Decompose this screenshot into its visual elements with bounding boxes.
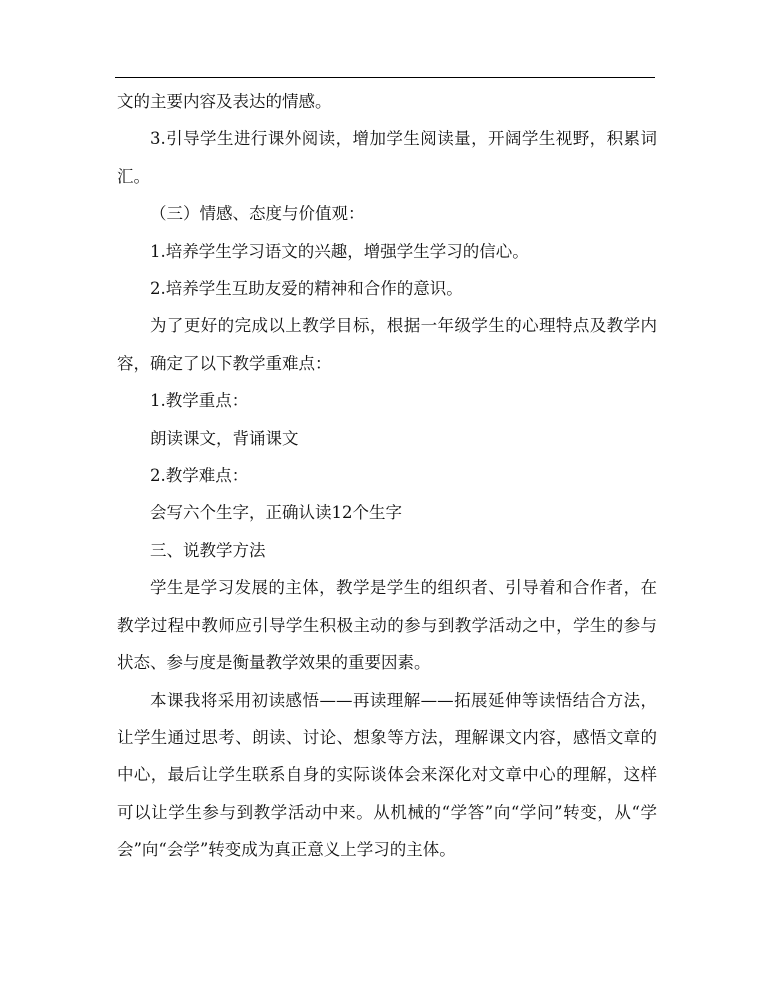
paragraph: 3.引导学生进行课外阅读，增加学生阅读量，开阔学生视野，积累词汇。 (117, 129, 657, 186)
paragraph: 2.教学难点： (150, 466, 249, 486)
paragraph: 为了更好的完成以上教学目标，根据一年级学生的心理特点及教学内容，确定了以下教学重难点： (117, 316, 657, 373)
paragraph: 1.培养学生学习语文的兴趣，增强学生学习的信心。 (150, 241, 529, 261)
section-heading: 三、说教学方法 (150, 540, 266, 560)
paragraph: 本课我将采用初读感悟——再读理解——拓展延伸等读悟结合方法，让学生通过思考、朗读、讨论、想象等方法，理解课文内容，感悟文章的中心，最后让学生联系自身的实际谈体会来深化对文章中心的理解，这样可以让学生参与到教学活动中来。从机械的“学答”向“学问”转变，从“学会”向“会学”转变成为真正意义上学习的主体。 (117, 690, 657, 860)
header-rule (115, 77, 655, 78)
section-heading: （三）情感、态度与价值观： (150, 204, 365, 224)
paragraph: 会写六个生字，正确认读12个生字 (150, 503, 402, 523)
paragraph: 2.培养学生互助友爱的精神和合作的意识。 (150, 279, 463, 299)
paragraph: 学生是学习发展的主体，教学是学生的组织者、引导着和合作者，在教学过程中教师应引导学生积极主动的参与到教学活动之中，学生的参与状态、参与度是衡量教学效果的重要因素。 (117, 578, 657, 673)
document-body (117, 83, 657, 869)
paragraph: 朗读课文，背诵课文 (150, 428, 299, 448)
paragraph: 1.教学重点： (150, 391, 249, 411)
paragraph: 文的主要内容及表达的情感。 (117, 92, 332, 111)
